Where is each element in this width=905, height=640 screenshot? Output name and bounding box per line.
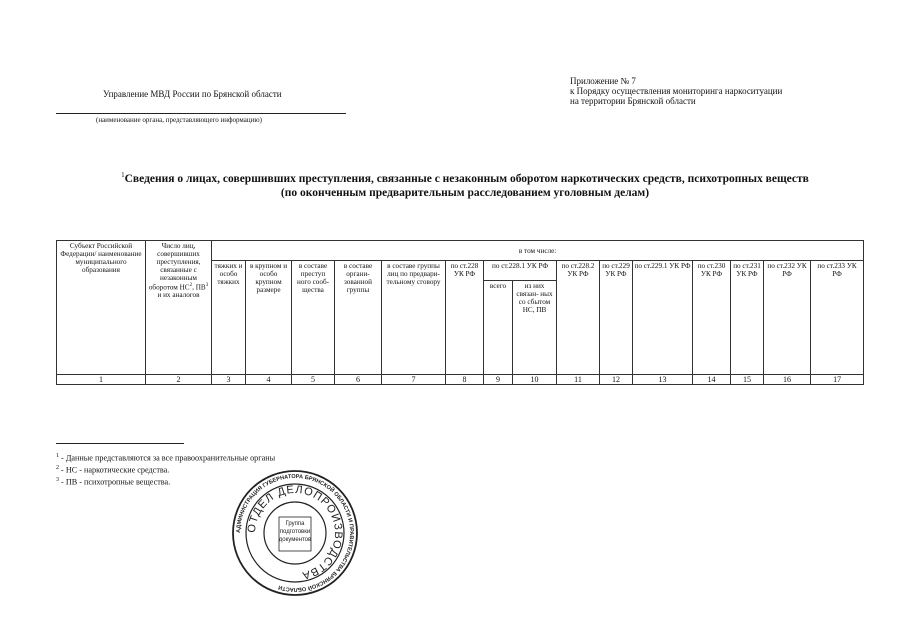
- header-organized-group: в составе органи- зованной группы: [335, 261, 382, 375]
- footnote-separator: [56, 443, 184, 444]
- header-group-conspiracy: в составе группы лиц по предвари- тельному сговору: [382, 261, 446, 375]
- column-number: 15: [731, 375, 764, 385]
- appendix-number: Приложение № 7: [570, 76, 636, 86]
- title-line-1: Сведения о лицах, совершивших преступления, связанные с незаконным оборотом наркотических средств, психотропных веществ: [124, 172, 809, 185]
- column-number: 14: [693, 375, 731, 385]
- appendix-reference: к Порядку осуществления мониторинга наркоситуации: [570, 86, 783, 96]
- column-number: 17: [811, 375, 864, 385]
- document-title: [70, 168, 860, 200]
- column-number: 2: [146, 375, 212, 385]
- organization-caption: (наименование органа, представляющего информацию): [96, 116, 262, 124]
- column-number: 4: [246, 375, 292, 385]
- header-including: в том числе:: [212, 241, 864, 261]
- organization-underline: [56, 113, 346, 114]
- appendix-block: [570, 76, 782, 106]
- header-228-1-sales: из них связан- ных со сбытом НС, ПВ: [513, 281, 557, 375]
- column-number: 13: [633, 375, 693, 385]
- column-number: 10: [513, 375, 557, 385]
- stamp-ring-text: ОТДЕЛ ДЕЛОПРОИЗВОДСТВА: [245, 483, 345, 582]
- header-art-229-1: по ст.229.1 УК РФ: [633, 261, 693, 375]
- column-number: 16: [764, 375, 811, 385]
- column-number: 3: [212, 375, 246, 385]
- stamp-outer-text: АДМИНИСТРАЦИЯ ГУБЕРНАТОРА БРЯНСКОЙ ОБЛАСТИ И ПРАВИТЕЛЬСТВА БРЯНСКОЙ ОБЛАСТИ: [235, 473, 355, 593]
- header-criminal-community: в составе преступ ного сооб- щества: [292, 261, 335, 375]
- appendix-region: на территории Брянской области: [570, 96, 696, 106]
- header-art-232: по ст.232 УК РФ: [764, 261, 811, 375]
- title-footnote-marker: 1: [121, 171, 125, 179]
- header-art-229: по ст.229 УК РФ: [600, 261, 633, 375]
- header-art-231: по ст.231 УК РФ: [731, 261, 764, 375]
- title-line-2: (по оконченным предварительным расследованием уголовным делам): [280, 186, 650, 199]
- column-number: 6: [335, 375, 382, 385]
- header-art-233: по ст.233 УК РФ: [811, 261, 864, 375]
- stamp-center-line-1: Группа: [285, 521, 305, 527]
- reporting-organization: Управление МВД России по Брянской области: [103, 89, 282, 99]
- footnote-2: $^2$ - НС - наркотические средства.: [56, 465, 170, 475]
- header-228-1-total: всего: [484, 281, 513, 375]
- header-subject: Субъект Российской Федерации/ наименование муниципального образования: [57, 241, 146, 375]
- header-art-230: по ст.230 УК РФ: [693, 261, 731, 375]
- column-number: 5: [292, 375, 335, 385]
- stamp-center-line-3: документов: [278, 537, 312, 543]
- footnote-1: $^1$ - Данные представляются за все правоохранительные органы: [56, 453, 276, 463]
- column-number: 12: [600, 375, 633, 385]
- header-art-228-2: по ст.228.2 УК РФ: [557, 261, 600, 375]
- header-art-228: по ст.228 УК РФ: [446, 261, 484, 375]
- column-number: 9: [484, 375, 513, 385]
- footnote-3: $^3$ - ПВ - психотропные вещества.: [56, 477, 171, 487]
- header-art-228-1: по ст.228.1 УК РФ: [484, 261, 557, 281]
- header-large-scale: в крупном и особо крупном размере: [246, 261, 292, 375]
- column-number-row: [57, 375, 864, 385]
- office-stamp-seal: [230, 468, 360, 598]
- report-table: [56, 240, 864, 385]
- column-number: 7: [382, 375, 446, 385]
- column-number: 1: [57, 375, 146, 385]
- column-number: 11: [557, 375, 600, 385]
- column-number: 8: [446, 375, 484, 385]
- header-grave: тяжких и особо тяжких: [212, 261, 246, 375]
- header-persons-count: Число лиц, совершивших преступления, связанные с незаконным оборотом $НС^2$, $ПВ^3$ и их аналогов: [146, 241, 212, 375]
- stamp-center-line-2: подготовки: [279, 529, 311, 535]
